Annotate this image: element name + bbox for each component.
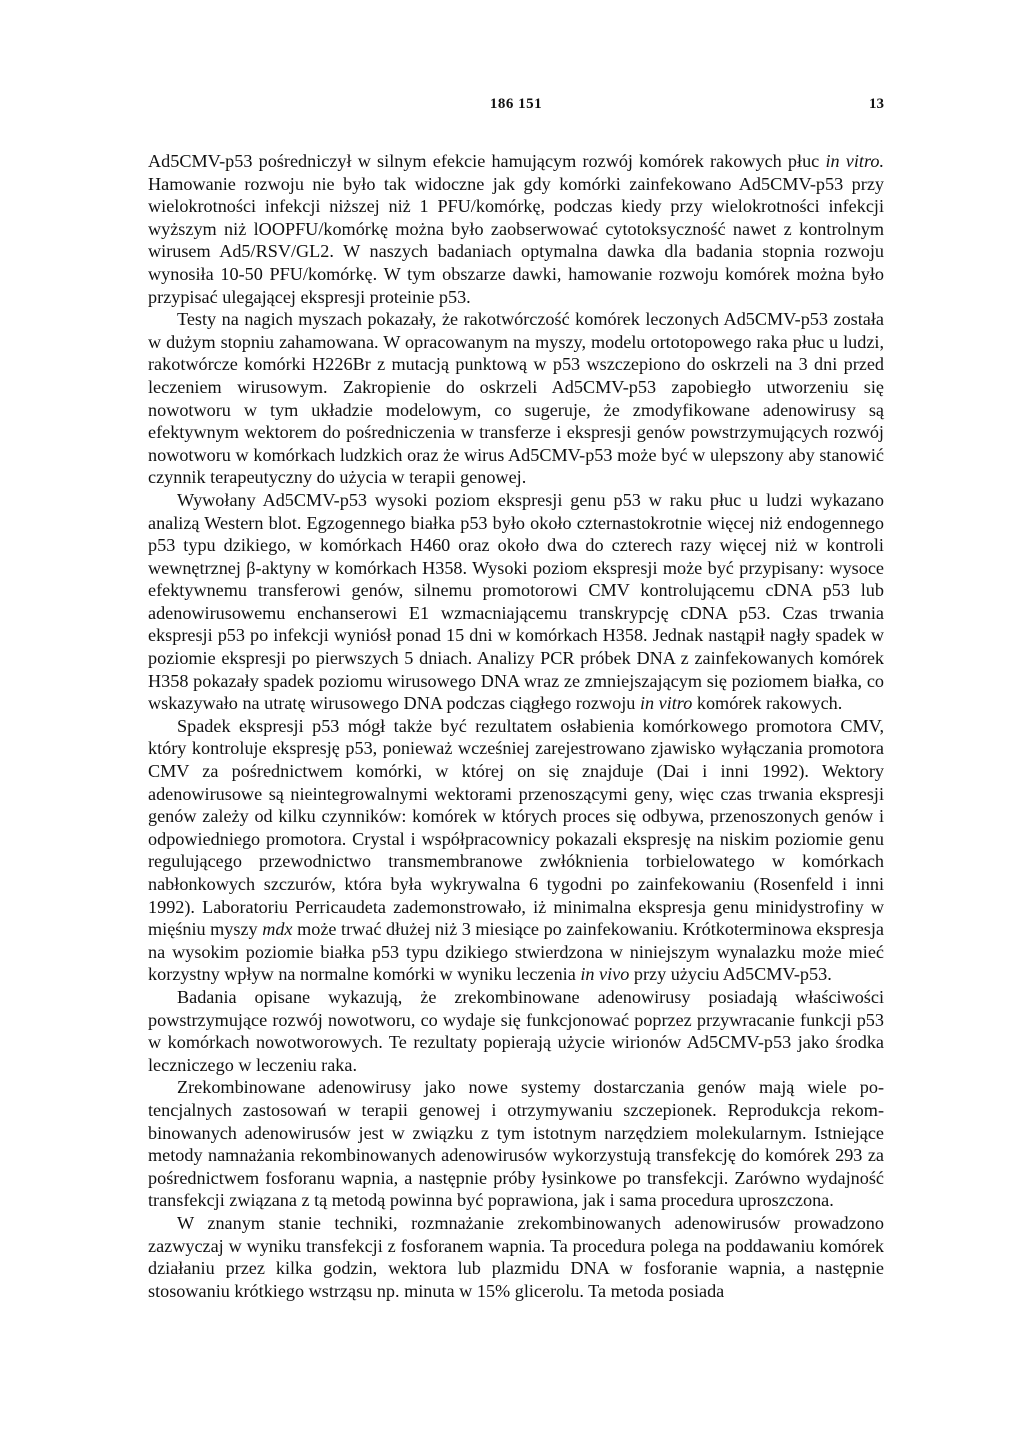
italic-text: in vitro. [825,151,884,171]
paragraph [148,986,884,1076]
paragraph [148,489,884,715]
document-body [148,150,884,1302]
text-run: może trwać dłużej niż 3 miesiące po zainfekowaniu. Krótkoterminowa ekspresja na wysokim poziomie białka p53 typu dzikiego stwierdzona w niniejszym wynalazku może mieć korzystny wpływ na normalne komórki w wyniku leczenia [148,919,884,985]
text-run: Testy na nagich myszach pokazały, że rakotwórczość komórek leczonych Ad5CMV-p53 została w dużym stopniu zahamowana. W opracowanym na myszy, modelu ortotopowego raka płuc u ludzi, rakotwórcze komórki H226Br z mutacją punktową w p53 wszczepiono do oskrzeli na 3 dni przed leczeniem wirusowym. Zakropienie do oskrzeli Ad5CMV-p53 zapobiegło utworzeniu się nowotworu w tym układzie modelowym, co sugeruje, że zmodyfikowane adenowirusy są efektywnym wektorem do pośredniczenia w transferze i ekspresji genów powstrzymujących rozwój nowotworu w komórkach ludzkich oraz że wirus Ad5CMV-p53 może być w ulepszony aby stanowić czynnik terapeutyczny do użycia w terapii genowej. [148,309,884,488]
text-run: komórek rakowych. [692,693,843,714]
paragraph [148,715,884,986]
text-run: Wywołany Ad5CMV-p53 wysoki poziom ekspresji genu p53 w raku płuc u ludzi wykazano analizą Western blot. Egzogennego białka p53 było około czternastokrotnie więcej niż endogennego p53 typu dzikiego, w komórkach H460 oraz około dwa do czterech razy więcej niż w kontroli wewnętrznej β-aktyny w komórkach H358. Wysoki poziom ekspresji może być przypisany: wysoce efektywnemu transferowi genów, silnemu promotorowi CMV kontrolującemu cDNA p53 lub adenowirusowemu enchanserowi E1 wzmacniającemu transkrypcję cDNA p53. Czas trwania ekspresji p53 po infekcji wyniósł ponad 15 dni w komórkach H358. Jednak nastąpił nagły spadek w poziomie ekspresji po pierwszych 5 dniach. Analizy PCR próbek DNA z zainfekowanych komórek H358 pokazały spadek poziomu wirusowego DNA wraz ze zmniejszającym się poziomem białka, co wskazywało na utratę wirusowego DNA podczas ciągłego rozwoju [148,489,884,714]
text-run: Zrekombinowane adenowirusy jako nowe systemy dostarczania genów mają wiele potencjalnych zastosowań w terapii genowej i otrzymywaniu szczepionek. Reprodukcja rekombinowanych adenowirusów jest w związku z tym istotnym narzędziem molekularnym. Istniejące metody namnażania rekombinowanych adenowirusów wykorzystują transfekcję do komórek 293 za pośrednictwem fosforanu wapnia, a następnie próby łysinkowe po transfekcji. Zarówno wydajność transfekcji związana z tą metodą powinna być poprawiona, jak i sama procedura uproszczona. [148,1077,884,1211]
patent-number: 186 151 [489,96,543,112]
paragraph [148,308,884,489]
page-header [148,96,884,118]
text-run: Badania opisane wykazują, że zrekombinowane adenowirusy posiadają właściwości powstrzymujące rozwój nowotworu, co wydaje się funkcjonować poprzez przywracanie funkcji p53 w komórkach nowotworowych. Te rezultaty popierają użycie wirionów Ad5CMV-p53 jako środka leczniczego w leczeniu raka. [148,986,884,1075]
italic-text: in vitro [639,693,693,714]
paragraph [148,150,884,308]
text-run: Spadek ekspresji p53 mógł także być rezultatem osłabienia komórkowego promotora CMV, który kontroluje ekspresję p53, ponieważ wcześniej zarejestrowano zjawisko wyłączania promotora CMV za pośrednictwem komórki, w której on się znajduje (Dai i inni 1992). Wektory adenowirusowe są nieintegrowalnymi wektorami przenoszącymi geny, więc czas trwania ekspresji genów zależy od kilku czynników: komórek w których proces się odbywa, przenoszonych genów i odpowiedniego promotora. Crystal i współpracownicy pokazali ekspresję na niskim poziomie genu regulującego przewodnictwo transmembranowe zwłóknienia torbielowatego w komórkach nabłonkowych szczurów, która była wykrywalna 6 tygodni po zainfekowaniu (Rosenfeld i inni 1992). Laboratoriu Perricaudeta zademonstrowało, iż minimalna ekspresja genu minidystrofiny w mięśniu myszy [148,715,884,940]
text-run: Hamowanie rozwoju nie było tak widoczne jak gdy komórki zainfekowano Ad5CMV-p53 przy wielokrotności infekcji niższej niż 1 PFU/komórkę, podczas kiedy przy wielokrotności infekcji wyższym niż lOOPFU/komórkę można było zaobserwować cytotoksyczność nawet z kontrolnym wirusem Ad5/RSV/GL2. W naszych badaniach optymalna dawka dla badania stopnia rozwoju wynosiła 10-50 PFU/komórkę. W tym obszarze dawki, hamowanie rozwoju komórek można było przypisać ulegającej ekspresji proteinie p53. [148,173,884,307]
text-run: W znanym stanie techniki, rozmnażanie zrekombinowanych adenowirusów prowadzono zazwyczaj w wyniku transfekcji z fosforanem wapnia. Ta procedura polega na poddawaniu komórek działaniu przez kilka godzin, wektora lub plazmidu DNA w fosforanie wapnia, a następnie stosowaniu krótkiego wstrząsu np. minuta w 15% glicerolu. Ta metoda posiada [148,1212,884,1301]
page-number: 13 [869,96,884,112]
paragraph [148,1076,884,1212]
italic-text: in vivo [580,964,630,985]
text-run: przy użyciu Ad5CMV-p53. [629,964,832,985]
paragraph [148,1212,884,1302]
italic-text: mdx [262,919,293,940]
text-run: Ad5CMV-p53 pośredniczył w silnym efekcie hamującym rozwój komórek rakowych płuc [148,151,826,171]
